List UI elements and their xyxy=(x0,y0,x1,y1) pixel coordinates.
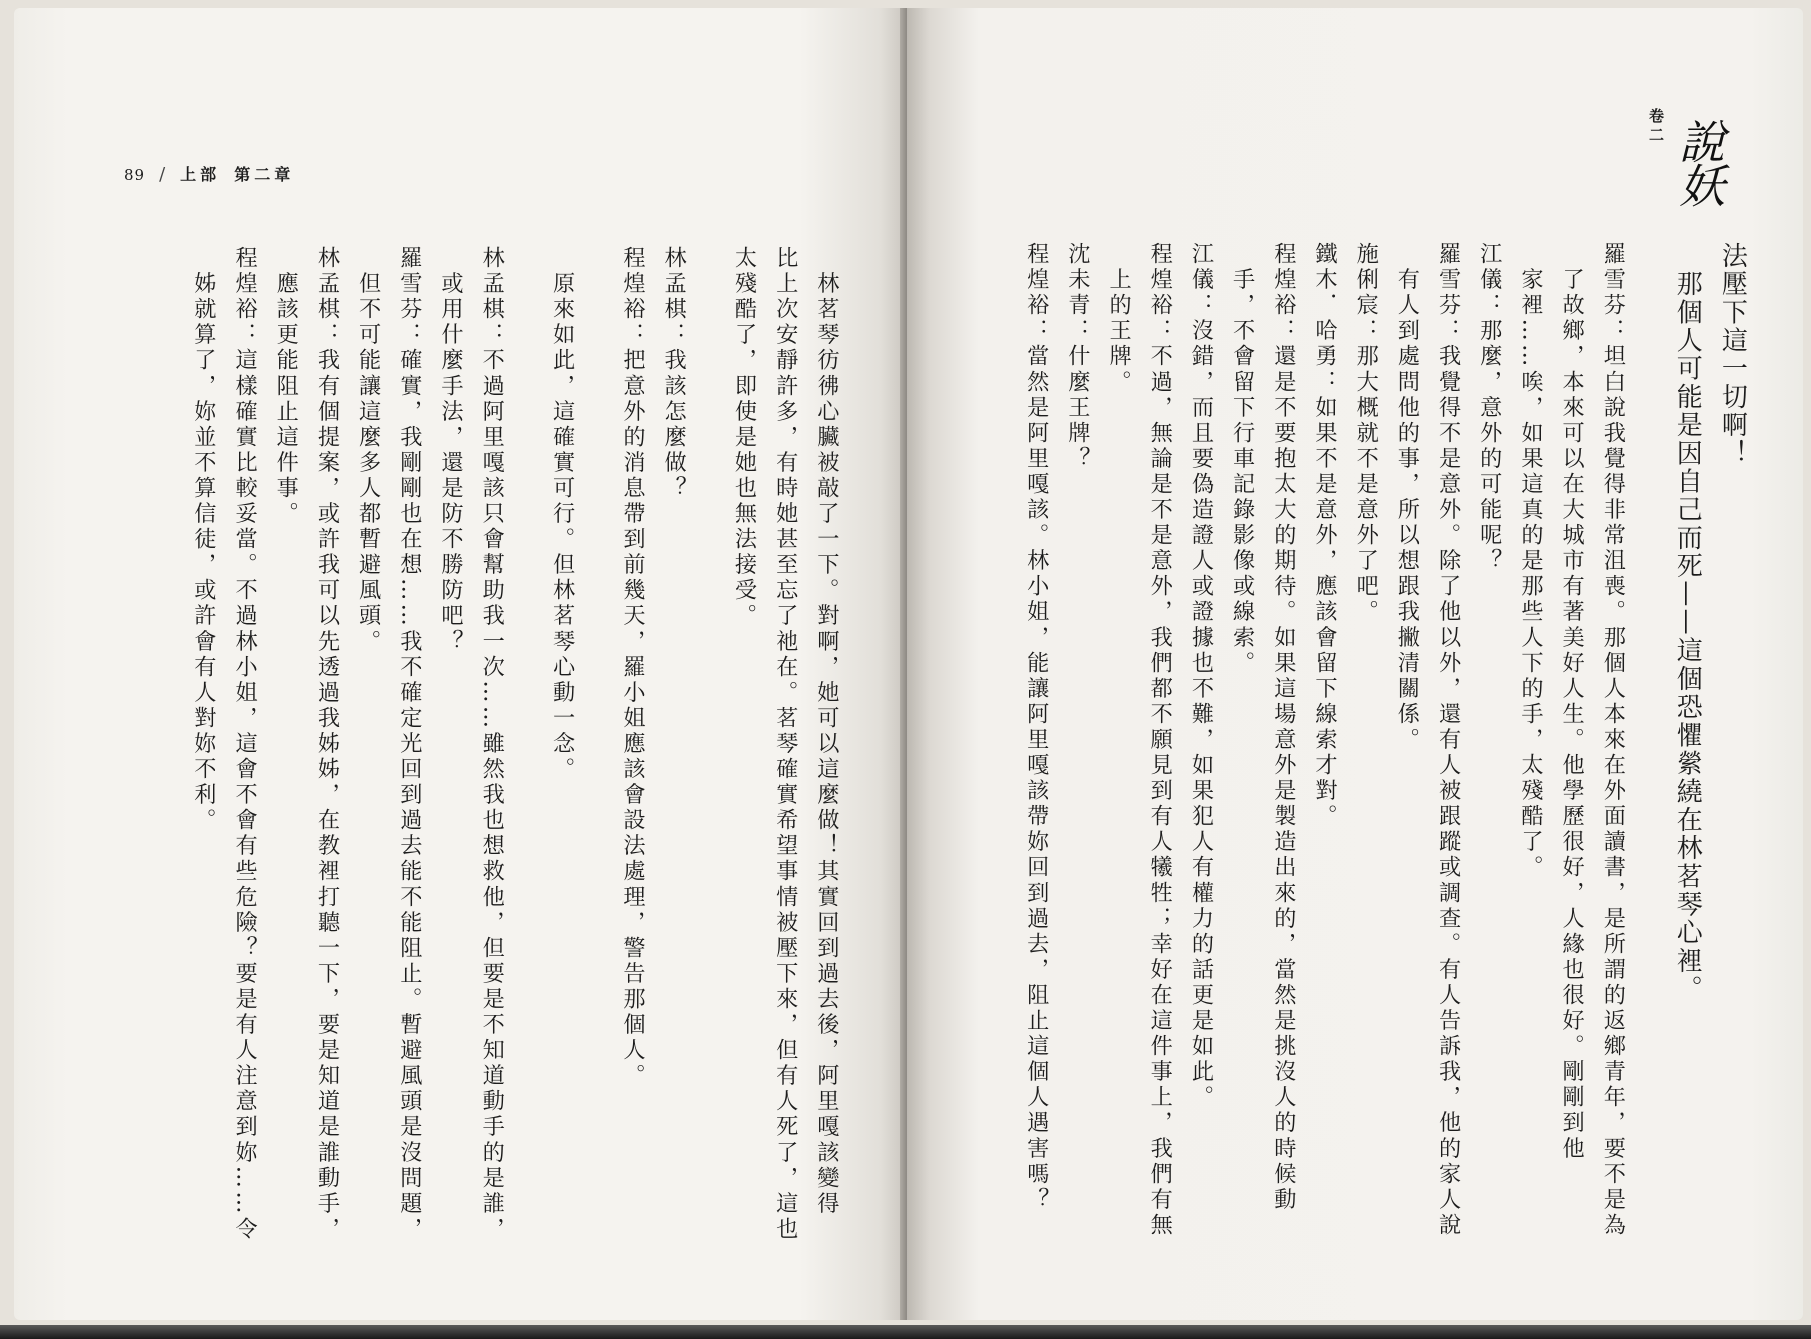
running-header xyxy=(124,162,294,185)
series-title-mark xyxy=(1646,108,1725,206)
page-number: 89 xyxy=(124,166,146,184)
text-line: 法壓下這一切啊！ xyxy=(1717,242,1748,468)
text-line: 那個人可能是因自己而死——這個恐懼縈繞在林茗琴心裡。 xyxy=(1672,242,1703,1004)
text-line: 林孟棋：我有個提案，或許我可以先透過我姊姊，在教裡打聽一下，要是知道是誰動手， xyxy=(313,246,340,1243)
chapter-label: 第二章 xyxy=(234,165,295,184)
part-label: 上部 xyxy=(180,165,221,184)
text-line: 江儀：那麼，意外的可能呢？ xyxy=(1476,242,1503,575)
text-line: 鐵木．哈勇：如果不是意外，應該會留下線索才對。 xyxy=(1311,242,1338,830)
left-page xyxy=(14,8,907,1320)
text-line: 上的王牌。 xyxy=(1105,242,1132,396)
series-title-calligraphy: 說妖 xyxy=(1672,118,1726,206)
text-line: 程煌裕：這樣確實比較妥當。不過林小姐，這會不會有些危險？要是有人注意到妳……令 xyxy=(231,246,258,1243)
left-page-text xyxy=(107,246,847,1286)
text-line: 家裡……唉，如果這真的是那些人下的手，太殘酷了。 xyxy=(1517,242,1544,881)
text-line: 姊就算了，妳並不算信徒，或許會有人對妳不利。 xyxy=(190,246,217,834)
header-separator: / xyxy=(159,164,167,185)
text-line: 但不可能讓這麼多人都暫避風頭。 xyxy=(355,246,382,655)
text-line: 程煌裕：當然是阿里嘎該。林小姐，能讓阿里嘎該帶妳回到過去，阻止這個人遇害嗎？ xyxy=(1023,242,1050,1213)
text-line: 羅雪芬：確實，我剛剛也在想……我不確定光回到過去能不能阻止。暫避風頭是沒問題， xyxy=(396,246,423,1243)
text-line: 施俐宸：那大概就不是意外了吧。 xyxy=(1352,242,1379,626)
text-line: 應該更能阻止這件事。 xyxy=(272,246,299,528)
scan-bottom-edge xyxy=(0,1325,1811,1339)
right-page-text xyxy=(913,242,1753,1282)
text-line: 了故鄉，本來可以在大城市有著美好人生。他學歷很好，人緣也很好。剛剛到他 xyxy=(1558,242,1585,1162)
text-line: 手，不會留下行車記錄影像或線索。 xyxy=(1229,242,1256,677)
text-line: 沈未青：什麼王牌？ xyxy=(1064,242,1091,472)
text-line: 林茗琴彷彿心臟被敲了一下。對啊，她可以這麼做！其實回到過去後，阿里嘎該變得 xyxy=(813,246,840,1217)
text-line: 程煌裕：不過，無論是不是意外，我們都不願見到有人犧牲；幸好在這件事上，我們有無 xyxy=(1146,242,1173,1239)
text-line: 程煌裕：還是不要抱太大的期待。如果這場意外是製造出來的，當然是挑沒人的時候動 xyxy=(1270,242,1297,1213)
text-line: 羅雪芬：我覺得不是意外。除了他以外，還有人被跟蹤或調查。有人告訴我，他的家人說 xyxy=(1435,242,1462,1239)
text-line: 林孟棋：不過阿里嘎該只會幫助我一次……雖然我也想救他，但要是不知道動手的是誰， xyxy=(478,246,505,1243)
text-line: 比上次安靜許多，有時她甚至忘了祂在。茗琴確實希望事情被壓下來，但有人死了，這也 xyxy=(772,246,799,1243)
volume-label: 卷二 xyxy=(1647,108,1665,146)
text-line: 林孟棋：我該怎麼做？ xyxy=(660,246,687,502)
text-line: 羅雪芬：坦白說我覺得非常沮喪。那個人本來在外面讀書，是所謂的返鄉青年，要不是為 xyxy=(1599,242,1626,1239)
text-line: 或用什麼手法，還是防不勝防吧？ xyxy=(437,246,464,655)
text-line: 原來如此，這確實可行。但林茗琴心動一念。 xyxy=(549,246,576,783)
text-line: 江儀：沒錯，而且要偽造證人或證據也不難，如果犯人有權力的話更是如此。 xyxy=(1187,242,1214,1111)
text-line: 太殘酷了，即使是她也無法接受。 xyxy=(731,246,758,630)
text-line: 有人到處問他的事，所以想跟我撇清關係。 xyxy=(1393,242,1420,753)
text-line: 程煌裕：把意外的消息帶到前幾天，羅小姐應該會設法處理，警告那個人。 xyxy=(619,246,646,1090)
right-page xyxy=(907,8,1803,1320)
